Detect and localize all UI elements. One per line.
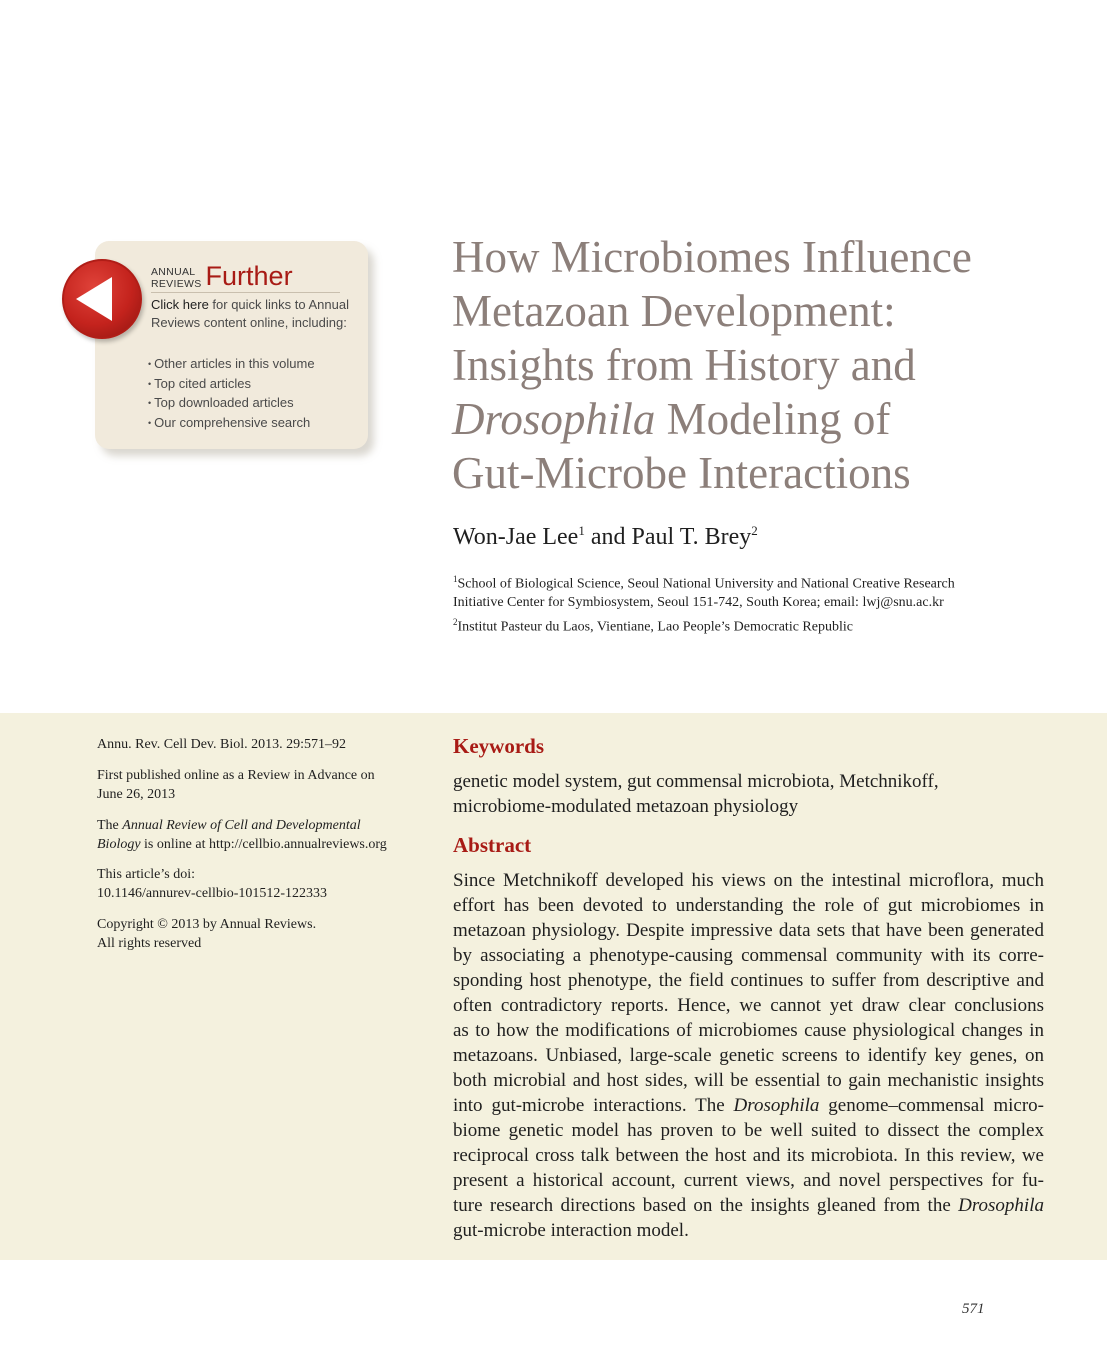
doi: This article’s doi: 10.1146/annurev-cellbio-101512-122333	[97, 867, 328, 901]
further-links	[148, 355, 315, 433]
brand-further: Further	[205, 261, 293, 291]
abstract-text: Since Metchnikoff developed his views on the intestinal microflora, much effort has been devoted to understanding the role of gut microbiomes in metazoan physiology. Despite impressive data sets that have been generated by associating a phenotype-causing commensal community with its corre- sponding host phenotype, the field continues to suffer from descriptive and often contradictory reports. Hence, we cannot yet draw clear conclusions as to how the modifications of microbiomes cause physiological changes in metazoans. Unbiased, large-scale genetic screens to identify key genes, on both microbial and host sides, will be essential to gain mechanistic insights into gut-microbe interactions. The Drosophila genome–commensal micro- biome genetic model has proven to be well suited to dissect the complex reciprocal cross talk between the host and its microbiota. In this review, we present a historical account, current views, and novel perspectives for fu- ture research directions based on the insights gleaned from the Drosophila gut-microbe interaction model.	[453, 870, 1044, 1241]
article-title: How Microbiomes Influence Metazoan Development: Insights from History and Drosophila Modeling of Gut-Microbe Interactions	[452, 232, 972, 498]
further-link-other-articles[interactable]: • Other articles in this volume	[148, 355, 315, 375]
brand-annual: ANNUAL	[151, 266, 196, 278]
abstract-heading: Abstract	[453, 833, 532, 857]
further-link-search[interactable]: • Our comprehensive search	[148, 414, 315, 434]
journal-url: The Annual Review of Cell and Developmental Biology is online at http://cellbio.annualreviews.org	[97, 818, 387, 852]
further-divider	[151, 292, 340, 293]
affiliation-1: $^1$School of Biological Science, Seoul National University and National Creative Research Initiative Center for Symbiosystem, Seoul 151-742, South Korea; email: lwj@snu.ac.kr	[453, 574, 955, 610]
further-link-top-downloaded[interactable]: • Top downloaded articles	[148, 394, 315, 414]
further-link-top-cited[interactable]: • Top cited articles	[148, 375, 315, 395]
affiliation-2: $^2$Institut Pasteur du Laos, Vientiane, Lao People’s Democratic Republic	[453, 617, 853, 635]
annual-reviews-further-logo	[151, 262, 293, 290]
publication-date: First published online as a Review in Advance on June 26, 2013	[97, 768, 375, 802]
further-intro	[151, 296, 351, 331]
citation: Annu. Rev. Cell Dev. Biol. 2013. 29:571–92	[97, 737, 347, 752]
author-name: Won-Jae Lee	[453, 524, 579, 550]
page-number: 571	[962, 1301, 985, 1317]
keywords-heading: Keywords	[453, 734, 544, 758]
author-list: Won-Jae Lee$^1$ and Paul T. Brey$^2$	[453, 523, 758, 550]
further-intro-text: for quick links to Annual Reviews content online, including:	[151, 297, 349, 330]
back-arrow-icon[interactable]	[62, 259, 142, 339]
keywords-text: genetic model system, gut commensal microbiota, Metchnikoff, microbiome-modulated metazoan physiology	[453, 771, 939, 817]
brand-reviews: REVIEWS	[151, 278, 202, 290]
doi-link[interactable]: 10.1146/annurev-cellbio-101512-122333	[97, 886, 328, 901]
copyright: Copyright © 2013 by Annual Reviews. All rights reserved	[97, 917, 317, 951]
click-here-link[interactable]: Click here	[151, 297, 209, 312]
author-name: Paul T. Brey	[631, 524, 752, 550]
